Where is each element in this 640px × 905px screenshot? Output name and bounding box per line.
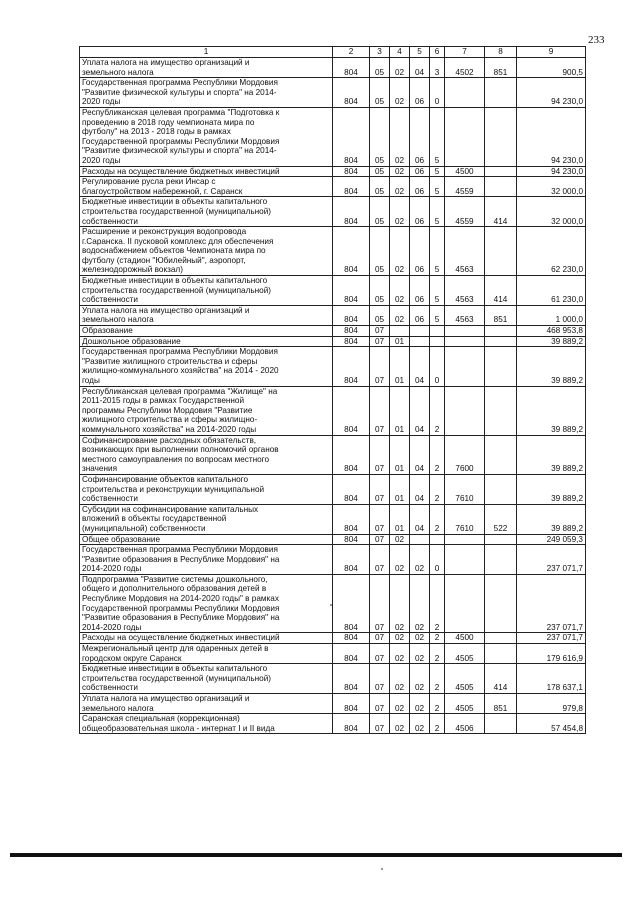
subprogram-cell: 2 (430, 694, 445, 714)
table-row (80, 534, 586, 545)
table-row (80, 197, 586, 227)
section-cell: 05 (370, 197, 390, 227)
expense-type-cell (485, 714, 517, 734)
expense-type-cell (485, 545, 517, 575)
ministry-code-cell: 804 (333, 197, 370, 227)
scan-speck (330, 604, 332, 606)
target-article-cell (445, 534, 485, 545)
header-cell: 1 (80, 47, 333, 58)
section-cell: 07 (370, 326, 390, 337)
subsection-cell: 02 (390, 227, 410, 276)
item-name-cell: Саранская специальная (коррекционная) общеобразовательная школа - интернат I и II вида (80, 714, 333, 734)
subsection-cell: 02 (390, 644, 410, 664)
target-article-cell: 7600 (445, 435, 485, 474)
section-cell: 07 (370, 545, 390, 575)
target-article-cell: 7610 (445, 474, 485, 504)
subprogram-cell: 2 (430, 714, 445, 734)
subprogram-cell: 2 (430, 474, 445, 504)
target-article-cell (445, 78, 485, 108)
target-article-cell: 4506 (445, 714, 485, 734)
item-name-cell: Межрегиональный центр для одаренных детей в городском округе Саранск (80, 644, 333, 664)
program-cell: 06 (410, 305, 430, 325)
amount-cell: 178 637,1 (517, 664, 586, 694)
subprogram-cell: 5 (430, 305, 445, 325)
amount-cell: 900,5 (517, 58, 586, 78)
expense-type-cell: 522 (485, 504, 517, 534)
section-cell: 05 (370, 177, 390, 197)
item-name-cell: Государственная программа Республики Мордовия "Развитие жилищного строительства и сферы жилищно-коммунального хозяйства" на 2014 - 2020 годы (80, 347, 333, 386)
program-cell: 02 (410, 644, 430, 664)
item-name-cell: Государственная программа Республики Мордовия "Развитие образования в Республике Мордовия" на 2014-2020 годы (80, 545, 333, 575)
subsection-cell: 01 (390, 474, 410, 504)
amount-cell: 1 000,0 (517, 305, 586, 325)
header-cell: 6 (430, 47, 445, 58)
expense-type-cell (485, 574, 517, 633)
target-article-cell: 4505 (445, 644, 485, 664)
expense-type-cell (485, 435, 517, 474)
table-header-row (80, 47, 586, 58)
section-cell: 05 (370, 78, 390, 108)
section-cell: 07 (370, 504, 390, 534)
table-row (80, 545, 586, 575)
target-article-cell (445, 336, 485, 347)
table-row (80, 664, 586, 694)
amount-cell: 94 230,0 (517, 78, 586, 108)
ministry-code-cell: 804 (333, 326, 370, 337)
target-article-cell: 4500 (445, 166, 485, 177)
expense-type-cell: 851 (485, 58, 517, 78)
program-cell: 04 (410, 347, 430, 386)
table-row (80, 305, 586, 325)
amount-cell: 39 889,2 (517, 474, 586, 504)
target-article-cell (445, 574, 485, 633)
program-cell: 06 (410, 166, 430, 177)
target-article-cell: 7610 (445, 504, 485, 534)
subsection-cell (390, 326, 410, 337)
ministry-code-cell: 804 (333, 305, 370, 325)
program-cell: 06 (410, 78, 430, 108)
table-row (80, 177, 586, 197)
program-cell (410, 534, 430, 545)
program-cell: 06 (410, 177, 430, 197)
section-cell: 07 (370, 714, 390, 734)
header-cell: 3 (370, 47, 390, 58)
table-row (80, 78, 586, 108)
table-row (80, 166, 586, 177)
table-row (80, 633, 586, 644)
subprogram-cell: 2 (430, 644, 445, 664)
subsection-cell: 02 (390, 545, 410, 575)
program-cell: 02 (410, 545, 430, 575)
subprogram-cell (430, 336, 445, 347)
ministry-code-cell: 804 (333, 504, 370, 534)
subsection-cell: 02 (390, 276, 410, 306)
program-cell: 04 (410, 504, 430, 534)
section-cell: 07 (370, 694, 390, 714)
ministry-code-cell: 804 (333, 276, 370, 306)
item-name-cell: Республиканская целевая программа "Жилище" на 2011-2015 годы в рамках Государственной программы Республики Мордовия "Развитие жилищного строительства и сферы жилищно- коммунального хозяйства" на 2014-2020 годы (80, 386, 333, 435)
target-article-cell: 4563 (445, 276, 485, 306)
item-name-cell: Образование (80, 326, 333, 337)
header-cell: 8 (485, 47, 517, 58)
section-cell: 07 (370, 534, 390, 545)
subprogram-cell: 5 (430, 276, 445, 306)
table-row (80, 386, 586, 435)
amount-cell: 237 071,7 (517, 574, 586, 633)
amount-cell: 979,8 (517, 694, 586, 714)
ministry-code-cell: 804 (333, 386, 370, 435)
target-article-cell: 4505 (445, 694, 485, 714)
target-article-cell: 4502 (445, 58, 485, 78)
program-cell: 02 (410, 664, 430, 694)
subsection-cell: 02 (390, 107, 410, 166)
ministry-code-cell: 804 (333, 633, 370, 644)
item-name-cell: Регулирование русла реки Инсар с благоустройством набережной, г. Саранск (80, 177, 333, 197)
subsection-cell: 02 (390, 714, 410, 734)
amount-cell: 39 889,2 (517, 336, 586, 347)
item-name-cell: Софинансирование расходных обязательств, возникающих при выполнении полномочий органов местного самоуправления по вопросам местного значения (80, 435, 333, 474)
subsection-cell: 02 (390, 633, 410, 644)
ministry-code-cell: 804 (333, 534, 370, 545)
item-name-cell: Уплата налога на имущество организаций и земельного налога (80, 58, 333, 78)
expense-type-cell (485, 534, 517, 545)
expense-type-cell (485, 386, 517, 435)
target-article-cell: 4559 (445, 177, 485, 197)
subsection-cell: 02 (390, 534, 410, 545)
target-article-cell: 4500 (445, 633, 485, 644)
program-cell (410, 336, 430, 347)
item-name-cell: Бюджетные инвестиции в объекты капитального строительства государственной (муниципальной) собственности (80, 276, 333, 306)
item-name-cell: Уплата налога на имущество организаций и земельного налога (80, 694, 333, 714)
subsection-cell: 01 (390, 336, 410, 347)
subsection-cell: 01 (390, 435, 410, 474)
subprogram-cell: 2 (430, 386, 445, 435)
ministry-code-cell: 804 (333, 78, 370, 108)
target-article-cell: 4563 (445, 227, 485, 276)
table-row (80, 58, 586, 78)
subsection-cell: 01 (390, 347, 410, 386)
header-cell: 9 (517, 47, 586, 58)
item-name-cell: Общее образование (80, 534, 333, 545)
program-cell: 04 (410, 58, 430, 78)
item-name-cell: Расходы на осуществление бюджетных инвестиций (80, 633, 333, 644)
expense-type-cell (485, 347, 517, 386)
ministry-code-cell: 804 (333, 644, 370, 664)
subprogram-cell: 5 (430, 197, 445, 227)
table-row (80, 326, 586, 337)
subprogram-cell: 0 (430, 78, 445, 108)
ministry-code-cell: 804 (333, 227, 370, 276)
amount-cell: 179 616,9 (517, 644, 586, 664)
bottom-rule (10, 853, 622, 857)
subsection-cell: 02 (390, 574, 410, 633)
amount-cell: 32 000,0 (517, 197, 586, 227)
expense-type-cell (485, 633, 517, 644)
subsection-cell: 01 (390, 386, 410, 435)
expense-type-cell: 414 (485, 276, 517, 306)
ministry-code-cell: 804 (333, 166, 370, 177)
subprogram-cell: 5 (430, 107, 445, 166)
program-cell: 06 (410, 227, 430, 276)
program-cell: 06 (410, 197, 430, 227)
program-cell: 02 (410, 714, 430, 734)
ministry-code-cell: 804 (333, 58, 370, 78)
ministry-code-cell: 804 (333, 694, 370, 714)
expense-type-cell (485, 177, 517, 197)
item-name-cell: Софинансирование объектов капитального строительства и реконструкции муниципальной собственности (80, 474, 333, 504)
amount-cell: 468 953,8 (517, 326, 586, 337)
target-article-cell: 4563 (445, 305, 485, 325)
amount-cell: 39 889,2 (517, 386, 586, 435)
expense-type-cell: 851 (485, 694, 517, 714)
item-name-cell: Расширение и реконструкция водопровода г.Саранска. II пусковой комплекс для обеспечения водоснабжением объектов Чемпионата мира по футболу (стадион "Юбилейный", аэропорт, железнодорожный вокзал) (80, 227, 333, 276)
expense-type-cell: 851 (485, 305, 517, 325)
expense-type-cell (485, 227, 517, 276)
header-cell: 4 (390, 47, 410, 58)
subprogram-cell: 2 (430, 664, 445, 694)
program-cell: 06 (410, 107, 430, 166)
expense-type-cell: 414 (485, 197, 517, 227)
amount-cell: 94 230,0 (517, 166, 586, 177)
ministry-code-cell: 804 (333, 347, 370, 386)
amount-cell: 32 000,0 (517, 177, 586, 197)
expense-type-cell (485, 336, 517, 347)
subprogram-cell: 2 (430, 574, 445, 633)
expense-type-cell (485, 107, 517, 166)
subsection-cell: 02 (390, 664, 410, 694)
subprogram-cell: 5 (430, 177, 445, 197)
section-cell: 07 (370, 347, 390, 386)
program-cell (410, 326, 430, 337)
section-cell: 07 (370, 435, 390, 474)
item-name-cell: Субсидии на софинансирование капитальных вложений в объекты государственной (муниципальной) собственности (80, 504, 333, 534)
target-article-cell (445, 386, 485, 435)
subprogram-cell: 0 (430, 545, 445, 575)
target-article-cell (445, 545, 485, 575)
section-cell: 07 (370, 574, 390, 633)
item-name-cell: Подпрограмма "Развитие системы дошкольного, общего и дополнительного образования детей в Республике Мордовия на 2014-2020 годы" в рамках Государственной программы Республики Мордовия "Развитие образования в Республике Мордовия" на 2014-2020 годы (80, 574, 333, 633)
ministry-code-cell: 804 (333, 545, 370, 575)
item-name-cell: Республиканская целевая программа "Подготовка к проведению в 2018 году чемпионата мира по футболу" на 2013 - 2018 годы в рамках Государственной программы Республики Мордовия "Развитие физической культуры и спорта" на 2014- 2020 годы (80, 107, 333, 166)
expense-type-cell (485, 166, 517, 177)
scan-speck (381, 868, 383, 870)
ministry-code-cell: 804 (333, 574, 370, 633)
subprogram-cell: 2 (430, 435, 445, 474)
section-cell: 07 (370, 633, 390, 644)
section-cell: 07 (370, 644, 390, 664)
subsection-cell: 02 (390, 197, 410, 227)
target-article-cell (445, 347, 485, 386)
ministry-code-cell: 804 (333, 435, 370, 474)
expense-type-cell (485, 78, 517, 108)
item-name-cell: Бюджетные инвестиции в объекты капитального строительства государственной (муниципальной) собственности (80, 197, 333, 227)
target-article-cell (445, 107, 485, 166)
subsection-cell: 02 (390, 694, 410, 714)
section-cell: 05 (370, 107, 390, 166)
amount-cell: 57 454,8 (517, 714, 586, 734)
target-article-cell (445, 326, 485, 337)
section-cell: 05 (370, 227, 390, 276)
program-cell: 04 (410, 386, 430, 435)
target-article-cell: 4505 (445, 664, 485, 694)
table-row (80, 474, 586, 504)
expense-type-cell (485, 474, 517, 504)
item-name-cell: Дошкольное образование (80, 336, 333, 347)
ministry-code-cell: 804 (333, 474, 370, 504)
section-cell: 05 (370, 166, 390, 177)
table-row (80, 504, 586, 534)
expense-type-cell: 414 (485, 664, 517, 694)
table-row (80, 276, 586, 306)
ministry-code-cell: 804 (333, 664, 370, 694)
program-cell: 06 (410, 276, 430, 306)
amount-cell: 237 071,7 (517, 545, 586, 575)
section-cell: 07 (370, 336, 390, 347)
target-article-cell: 4559 (445, 197, 485, 227)
ministry-code-cell: 804 (333, 107, 370, 166)
program-cell: 04 (410, 435, 430, 474)
subsection-cell: 02 (390, 58, 410, 78)
amount-cell: 39 889,2 (517, 504, 586, 534)
amount-cell: 39 889,2 (517, 347, 586, 386)
table-row (80, 336, 586, 347)
header-cell: 7 (445, 47, 485, 58)
ministry-code-cell: 804 (333, 714, 370, 734)
amount-cell: 61 230,0 (517, 276, 586, 306)
item-name-cell: Расходы на осуществление бюджетных инвестиций (80, 166, 333, 177)
subprogram-cell: 3 (430, 58, 445, 78)
section-cell: 05 (370, 276, 390, 306)
amount-cell: 62 230,0 (517, 227, 586, 276)
item-name-cell: Государственная программа Республики Мордовия "Развитие физической культуры и спорта" на 2014- 2020 годы (80, 78, 333, 108)
table-row (80, 644, 586, 664)
subprogram-cell: 2 (430, 633, 445, 644)
table-row (80, 347, 586, 386)
header-cell: 2 (333, 47, 370, 58)
program-cell: 02 (410, 633, 430, 644)
budget-table (79, 46, 586, 734)
subsection-cell: 02 (390, 177, 410, 197)
section-cell: 05 (370, 305, 390, 325)
table-row (80, 694, 586, 714)
subsection-cell: 02 (390, 305, 410, 325)
expense-type-cell (485, 326, 517, 337)
amount-cell: 39 889,2 (517, 435, 586, 474)
section-cell: 07 (370, 386, 390, 435)
table-row (80, 107, 586, 166)
section-cell: 05 (370, 58, 390, 78)
subprogram-cell: 0 (430, 347, 445, 386)
program-cell: 02 (410, 694, 430, 714)
expense-type-cell (485, 644, 517, 664)
amount-cell: 249 059,3 (517, 534, 586, 545)
subsection-cell: 02 (390, 78, 410, 108)
table-row (80, 574, 586, 633)
header-cell: 5 (410, 47, 430, 58)
subprogram-cell: 2 (430, 504, 445, 534)
section-cell: 07 (370, 474, 390, 504)
page-number: 233 (588, 34, 605, 46)
subsection-cell: 01 (390, 504, 410, 534)
subprogram-cell: 5 (430, 227, 445, 276)
program-cell: 04 (410, 474, 430, 504)
program-cell: 02 (410, 574, 430, 633)
item-name-cell: Бюджетные инвестиции в объекты капитального строительства государственной (муниципальной) собственности (80, 664, 333, 694)
table-body (80, 58, 586, 734)
subprogram-cell: 5 (430, 166, 445, 177)
ministry-code-cell: 804 (333, 177, 370, 197)
amount-cell: 237 071,7 (517, 633, 586, 644)
section-cell: 07 (370, 664, 390, 694)
subprogram-cell (430, 534, 445, 545)
item-name-cell: Уплата налога на имущество организаций и земельного налога (80, 305, 333, 325)
ministry-code-cell: 804 (333, 336, 370, 347)
table-row (80, 435, 586, 474)
amount-cell: 94 230,0 (517, 107, 586, 166)
table-row (80, 714, 586, 734)
subsection-cell: 02 (390, 166, 410, 177)
table-row (80, 227, 586, 276)
subprogram-cell (430, 326, 445, 337)
